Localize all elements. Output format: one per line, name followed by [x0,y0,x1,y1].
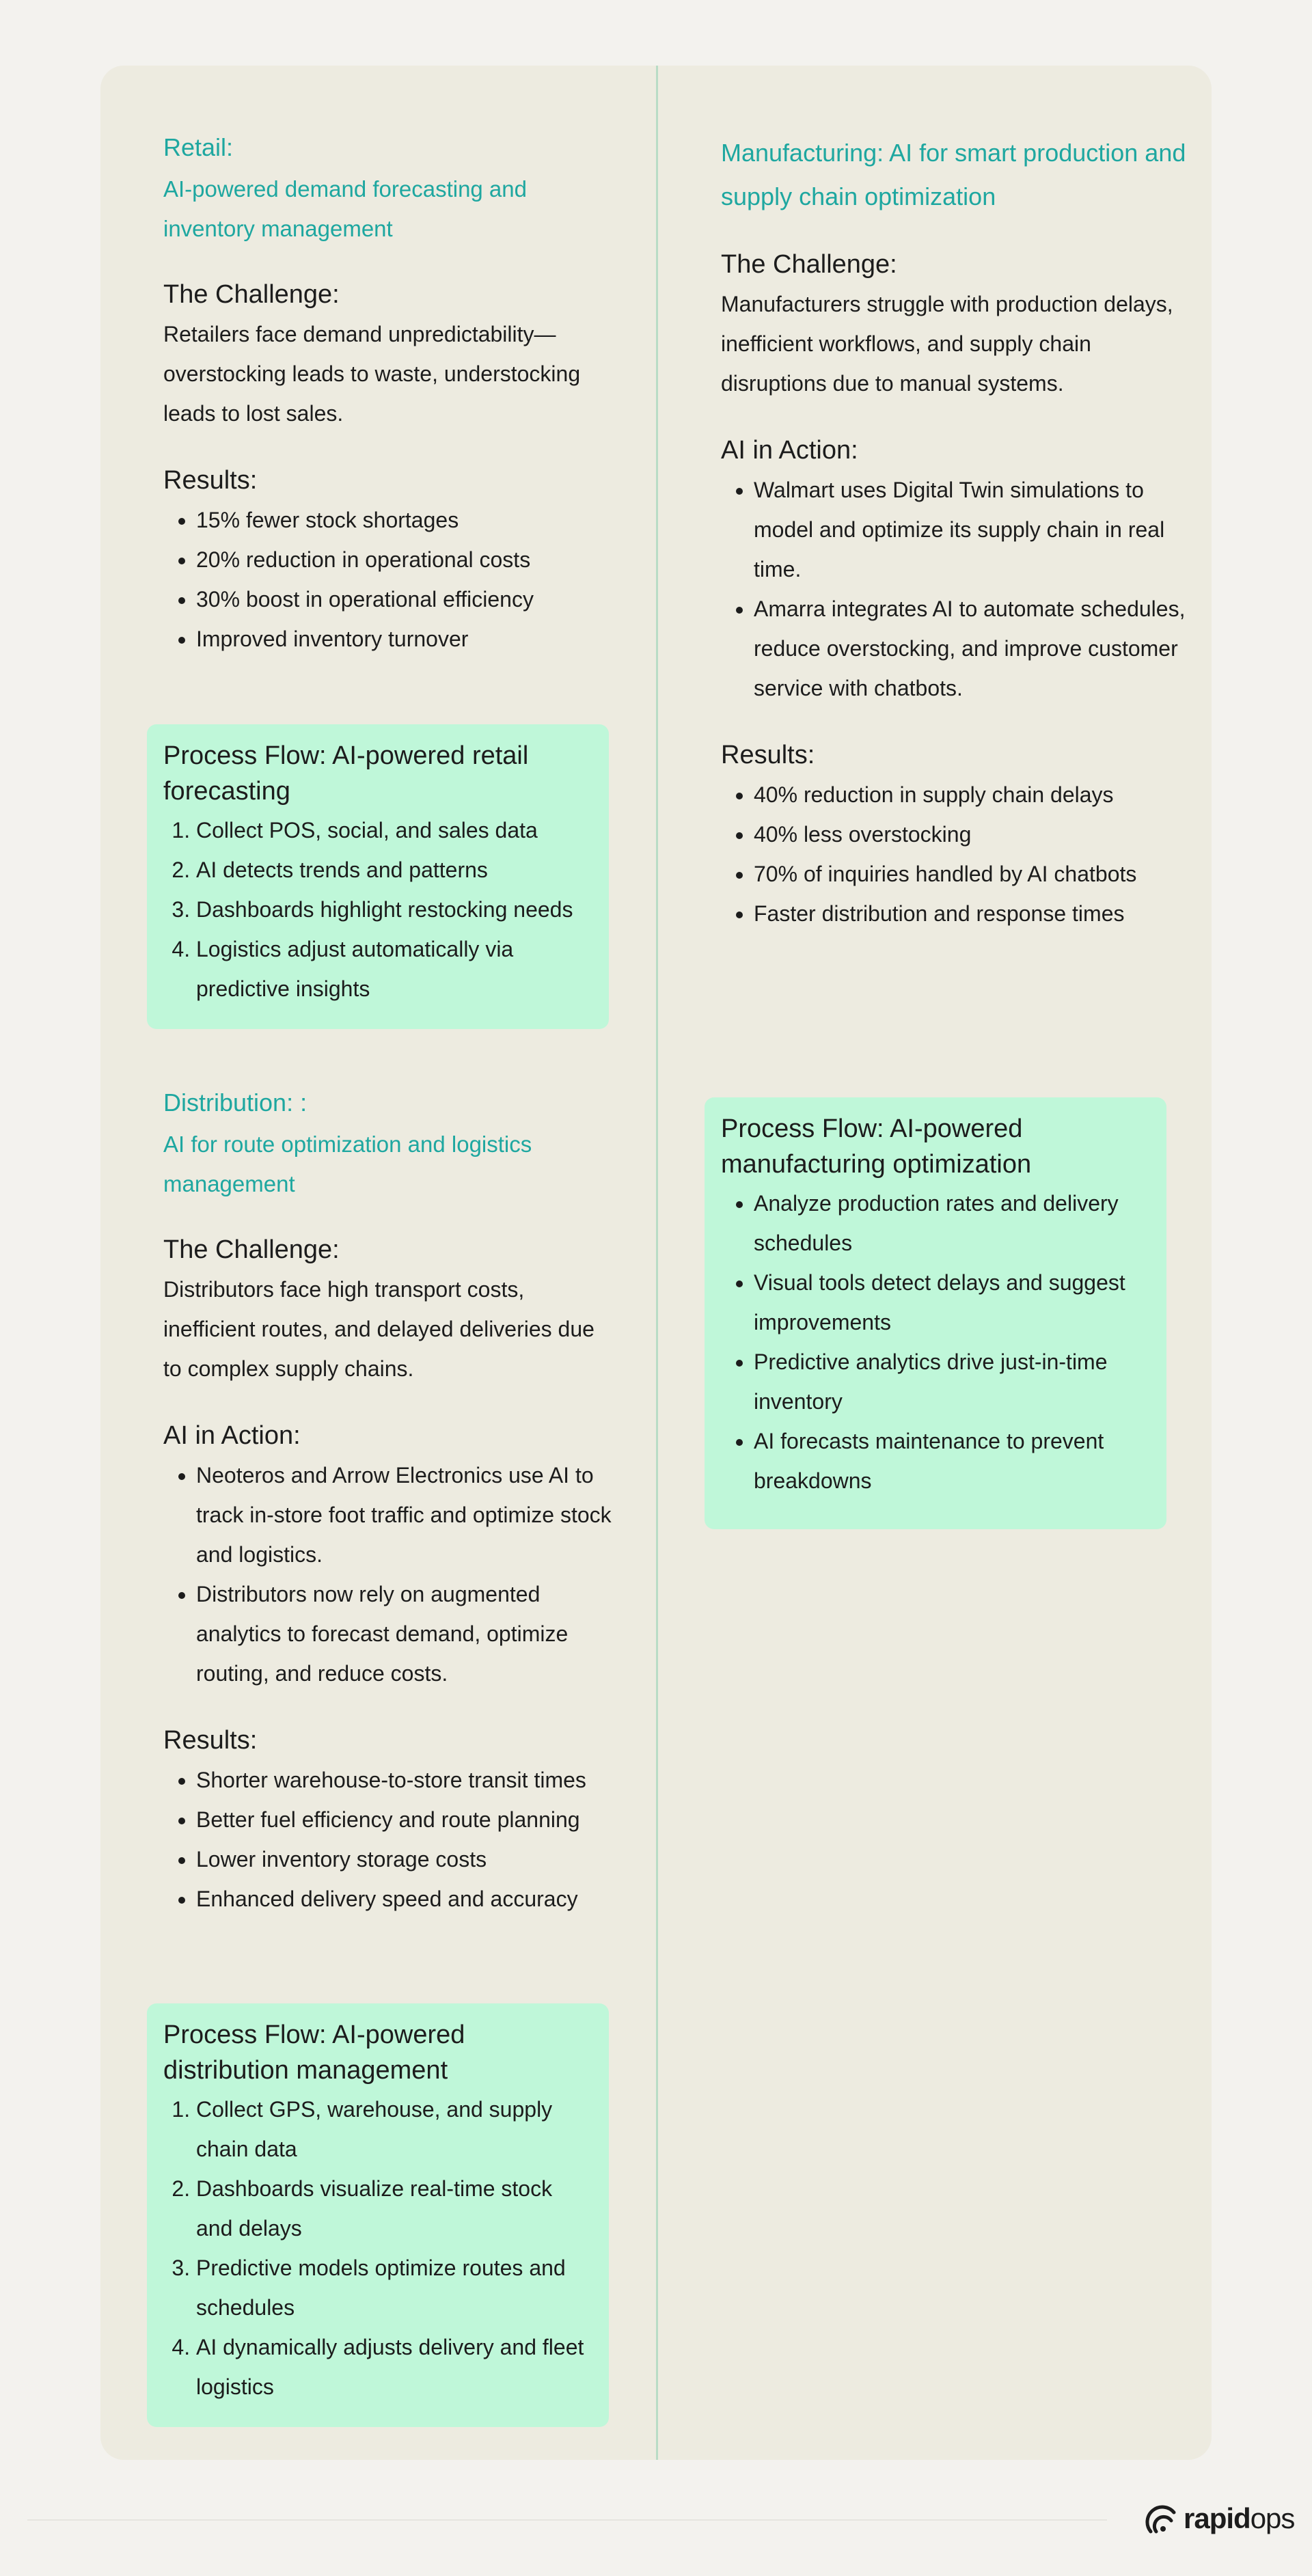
list-item: 1. Collect POS, social, and sales data [196,810,592,850]
list-item: 1. Collect GPS, warehouse, and supply chain data [196,2089,592,2169]
manufacturing-action-list [721,470,1192,708]
list-item: • Better fuel efficiency and route planning [196,1800,616,1839]
content-card [100,66,1212,2460]
distribution-challenge-text: Distributors face high transport costs, inefficient routes, and delayed deliveries due to complex supply chains. [163,1277,594,1381]
retail-flow-title: Process Flow: AI-powered retail forecasting [163,741,529,806]
list-item: • Enhanced delivery speed and accuracy [196,1879,616,1919]
list-item: • 40% less overstocking [754,814,1192,854]
manufacturing-flow-title: Process Flow: AI-powered manufacturing optimization [721,1114,1032,1179]
manufacturing-flow-steps [721,1183,1150,1501]
list-item: • Neoteros and Arrow Electronics use AI to track in-store foot traffic and optimize stock and logistics. [196,1455,616,1574]
manufacturing-action-title: AI in Action: [721,436,858,465]
list-item: • Analyze production rates and delivery schedules [754,1183,1150,1263]
distribution-action-title: AI in Action: [163,1421,301,1450]
list-item: • Lower inventory storage costs [196,1839,616,1879]
retail-results-title: Results: [163,466,258,495]
rapidops-logo-icon [1145,2502,1179,2536]
distribution-process-flow [147,2003,609,2427]
column-divider [656,66,658,2460]
list-item: • 40% reduction in supply chain delays [754,775,1192,814]
list-item: • 70% of inquiries handled by AI chatbots [754,854,1192,894]
distribution-section [163,1081,616,1919]
list-item: • Improved inventory turnover [196,619,616,659]
retail-subheading: AI-powered demand forecasting and inventory management [163,176,527,241]
retail-challenge-text: Retailers face demand unpredictability—overstocking leads to waste, understocking leads to lost sales. [163,322,581,426]
list-item: 4. Logistics adjust automatically via predictive insights [196,929,592,1009]
distribution-flow-steps [163,2089,592,2407]
manufacturing-challenge-text: Manufacturers struggle with production delays, inefficient workflows, and supply chain disruptions due to manual systems. [721,292,1173,396]
list-item: • 30% boost in operational efficiency [196,579,616,619]
rapidops-logo [1145,2499,1294,2538]
logo-text [1184,2502,1294,2535]
list-item: 3. Predictive models optimize routes and schedules [196,2248,592,2327]
list-item: • Visual tools detect delays and suggest improvements [754,1263,1150,1342]
retail-section [163,126,616,659]
list-item: • Predictive analytics drive just-in-time inventory [754,1342,1150,1421]
manufacturing-results-title: Results: [721,741,815,769]
retail-flow-steps [163,810,592,1009]
retail-heading: Retail: [163,133,234,161]
distribution-results-title: Results: [163,1726,258,1755]
list-item: 3. Dashboards highlight restocking needs [196,890,592,929]
list-item: 2. Dashboards visualize real-time stock and delays [196,2169,592,2248]
distribution-subheading: AI for route optimization and logistics management [163,1132,532,1196]
list-item: • Walmart uses Digital Twin simulations to model and optimize its supply chain in real time. [754,470,1192,589]
retail-challenge-title: The Challenge: [163,280,340,309]
manufacturing-process-flow [705,1097,1166,1529]
list-item: • Amarra integrates AI to automate schedules, reduce overstocking, and improve customer service with chatbots. [754,589,1192,708]
list-item: • Faster distribution and response times [754,894,1192,933]
logo-text-bold: rapid [1184,2502,1250,2534]
list-item: • Shorter warehouse-to-store transit times [196,1760,616,1800]
list-item: • Distributors now rely on augmented analytics to forecast demand, optimize routing, and reduce costs. [196,1574,616,1693]
footer-divider [27,2519,1107,2521]
distribution-action-list [163,1455,616,1693]
list-item: • 15% fewer stock shortages [196,500,616,540]
list-item: • 20% reduction in operational costs [196,540,616,579]
retail-process-flow [147,724,609,1029]
manufacturing-section [721,131,1192,933]
distribution-flow-title: Process Flow: AI-powered distribution management [163,2020,465,2085]
distribution-heading: Distribution: : [163,1088,308,1116]
manufacturing-results-list [721,775,1192,933]
distribution-challenge-title: The Challenge: [163,1235,340,1264]
list-item: 2. AI detects trends and patterns [196,850,592,890]
list-item: • AI forecasts maintenance to prevent breakdowns [754,1421,1150,1501]
logo-text-light: ops [1250,2502,1295,2534]
distribution-results-list [163,1760,616,1919]
retail-results-list [163,500,616,659]
manufacturing-heading: Manufacturing: AI for smart production and supply chain optimization [721,139,1186,210]
manufacturing-challenge-title: The Challenge: [721,250,897,279]
list-item: 4. AI dynamically adjusts delivery and fleet logistics [196,2327,592,2407]
